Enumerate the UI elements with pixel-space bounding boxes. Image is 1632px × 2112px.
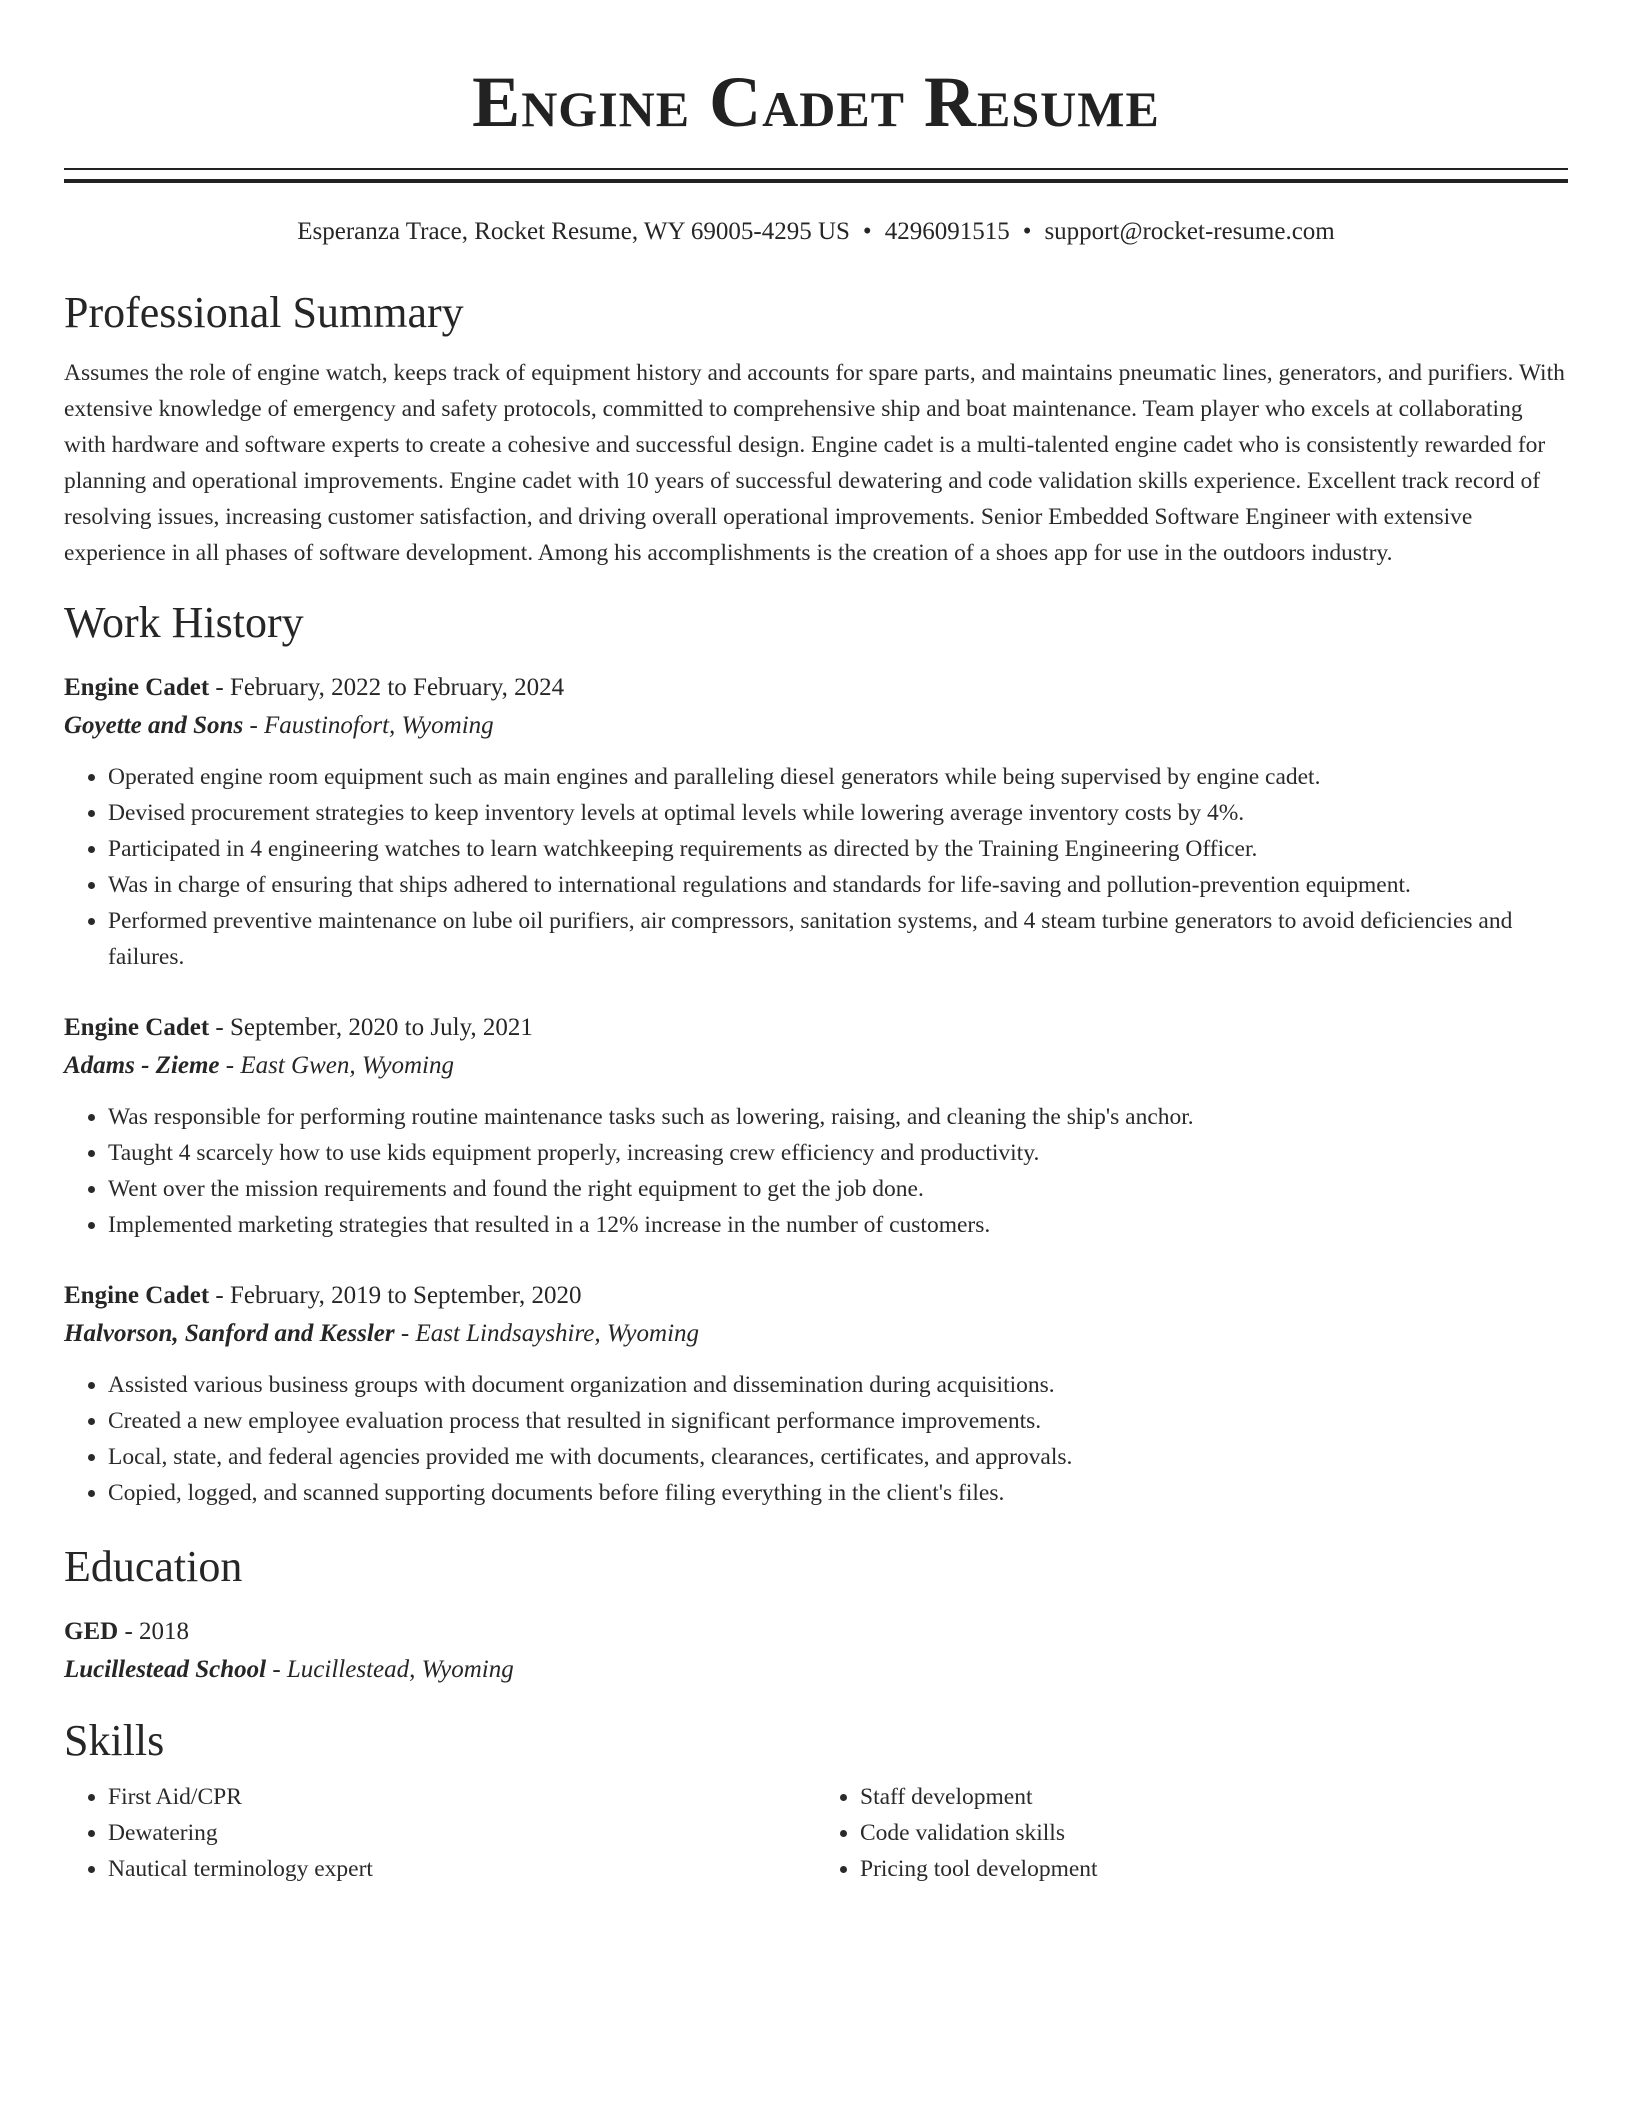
- skill-item: • Dewatering: [108, 1815, 816, 1851]
- company-location: - Faustinofort, Wyoming: [243, 712, 494, 739]
- list-item: • Operated engine room equipment such as main engines and paralleling diesel generators while being supervised by engine cadet.: [108, 759, 1568, 795]
- job-entry: [64, 1277, 1568, 1511]
- list-item: • Performed preventive maintenance on lube oil purifiers, air compressors, sanitation systems, and 4 steam turbine generators to avoid deficiencies and failures.: [108, 903, 1568, 975]
- list-item: • Went over the mission requirements and found the right equipment to get the job done.: [108, 1171, 1568, 1207]
- list-item: • Devised procurement strategies to keep inventory levels at optimal levels while lowering average inventory costs by 4%.: [108, 795, 1568, 831]
- company-header: [64, 1047, 1568, 1085]
- summary-heading: Professional Summary: [64, 288, 464, 337]
- contact-address: Esperanza Trace, Rocket Resume, WY 69005-4295 US: [297, 218, 850, 245]
- education-heading: Education: [64, 1542, 243, 1591]
- contact-line: [64, 217, 1568, 247]
- company-name: Adams - Zieme: [64, 1052, 220, 1079]
- list-item: • Assisted various business groups with document organization and dissemination during acquisitions.: [108, 1367, 1568, 1403]
- job-title: Engine Cadet: [64, 1014, 210, 1041]
- contact-separator: •: [862, 218, 872, 245]
- list-item: • Was in charge of ensuring that ships adhered to international regulations and standards for life-saving and pollution-prevention equipment.: [108, 867, 1568, 903]
- list-item: • Was responsible for performing routine maintenance tasks such as lowering, raising, and cleaning the ship's anchor.: [108, 1099, 1568, 1135]
- job-bullets: [64, 1099, 1568, 1243]
- skills-heading: Skills: [64, 1716, 165, 1765]
- skill-item: • First Aid/CPR: [108, 1779, 816, 1815]
- company-name: Goyette and Sons: [64, 712, 244, 739]
- list-item: • Created a new employee evaluation process that resulted in significant performance improvements.: [108, 1403, 1568, 1439]
- skills-column-left: [64, 1779, 816, 1887]
- contact-email: support@rocket-resume.com: [1044, 218, 1335, 245]
- job-header: [64, 669, 1568, 707]
- list-item: • Implemented marketing strategies that resulted in a 12% increase in the number of customers.: [108, 1207, 1568, 1243]
- title-divider: [64, 168, 1568, 183]
- job-header: [64, 1277, 1568, 1315]
- skill-item: • Code validation skills: [860, 1815, 1568, 1851]
- skills-list: [64, 1779, 1568, 1887]
- list-item: • Copied, logged, and scanned supporting documents before filing everything in the client's files.: [108, 1475, 1568, 1511]
- company-header: [64, 707, 1568, 745]
- work-history-heading: Work History: [64, 598, 304, 647]
- education-entry: [64, 1613, 1568, 1689]
- list-item: • Local, state, and federal agencies provided me with documents, clearances, certificates, and approvals.: [108, 1439, 1568, 1475]
- company-location: - East Lindsayshire, Wyoming: [394, 1320, 700, 1347]
- job-title: Engine Cadet: [64, 674, 210, 701]
- degree-line: [64, 1613, 1568, 1651]
- job-header: [64, 1009, 1568, 1047]
- company-header: [64, 1315, 1568, 1353]
- degree-year: - 2018: [118, 1618, 190, 1645]
- job-dates: - September, 2020 to July, 2021: [209, 1014, 533, 1041]
- contact-separator: •: [1022, 218, 1032, 245]
- list-item: • Participated in 4 engineering watches to learn watchkeeping requirements as directed by the Training Engineering Officer.: [108, 831, 1568, 867]
- job-dates: - February, 2019 to September, 2020: [209, 1282, 582, 1309]
- company-location: - East Gwen, Wyoming: [219, 1052, 455, 1079]
- job-bullets: [64, 1367, 1568, 1511]
- contact-phone: 4296091515: [884, 218, 1010, 245]
- school-location: - Lucillestead, Wyoming: [266, 1656, 514, 1683]
- skill-item: • Nautical terminology expert: [108, 1851, 816, 1887]
- job-entry: [64, 669, 1568, 975]
- school-name: Lucillestead School: [64, 1656, 267, 1683]
- skill-item: • Staff development: [860, 1779, 1568, 1815]
- skill-item: • Pricing tool development: [860, 1851, 1568, 1887]
- company-name: Halvorson, Sanford and Kessler: [64, 1320, 395, 1347]
- school-line: [64, 1651, 1568, 1689]
- job-bullets: [64, 759, 1568, 975]
- job-entry: [64, 1009, 1568, 1243]
- summary-text: Assumes the role of engine watch, keeps track of equipment history and accounts for spare parts, and maintains pneumatic lines, generators, and purifiers. With extensive knowledge of emergency and safety protocols, committed to comprehensive ship and boat maintenance. Team player who excels at collaborating with hardware and software experts to create a cohesive and successful design. Engine cadet is a multi-talented engine cadet who is consistently rewarded for planning and operational improvements. Engine cadet with 10 years of successful dewatering and code validation skills experience. Excellent track record of resolving issues, increasing customer satisfaction, and driving overall operational improvements. Senior Embedded Software Engineer with extensive experience in all phases of software development. Among his accomplishments is the creation of a shoes app for use in the outdoors industry.: [64, 360, 1565, 566]
- skills-column-right: [816, 1779, 1568, 1887]
- degree-name: GED: [64, 1618, 119, 1645]
- job-title: Engine Cadet: [64, 1282, 210, 1309]
- job-dates: - February, 2022 to February, 2024: [209, 674, 565, 701]
- resume-title: Engine Cadet Resume: [472, 62, 1160, 142]
- list-item: • Taught 4 scarcely how to use kids equipment properly, increasing crew efficiency and productivity.: [108, 1135, 1568, 1171]
